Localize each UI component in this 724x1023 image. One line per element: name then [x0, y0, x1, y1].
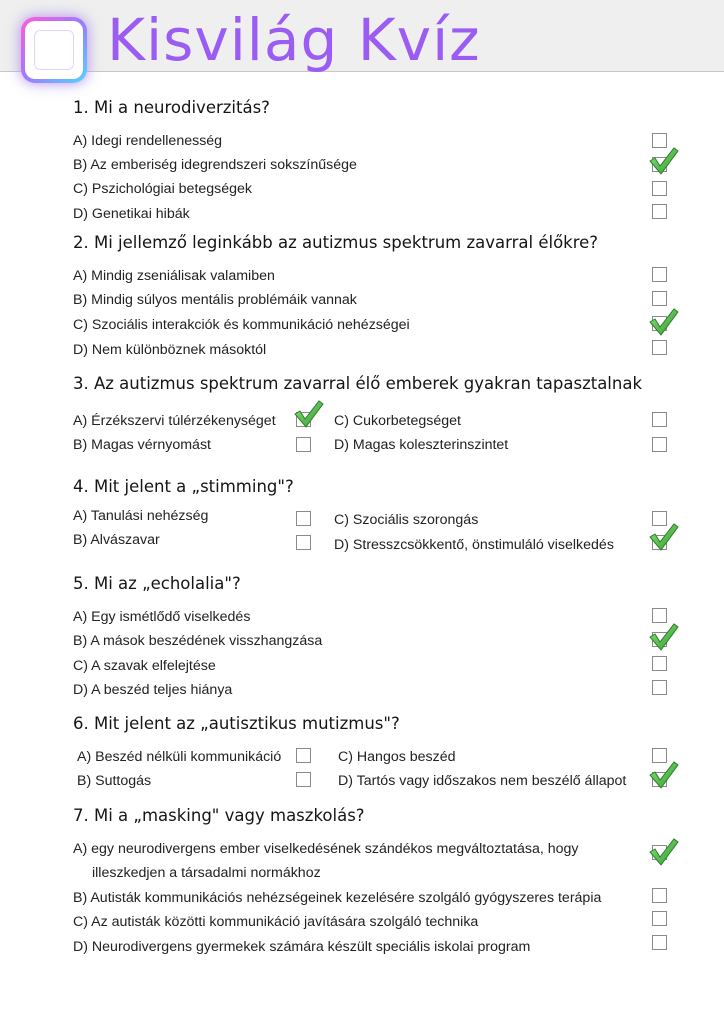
logo-square-icon	[34, 30, 74, 70]
question-5-option-a: A) Egy ismétlődő viselkedés	[73, 609, 251, 625]
question-1-option-d-checkbox[interactable]	[652, 204, 667, 219]
question-6-title: 6. Mit jelent az „autisztikus mutizmus"?	[73, 714, 400, 733]
checkmark-icon	[647, 621, 679, 653]
question-1-option-d: D) Genetikai hibák	[73, 206, 190, 222]
checkmark-icon	[647, 306, 679, 338]
question-7-option-b: B) Autisták kommunikációs nehézségeinek kezelésére szolgáló gyógyszeres terápia	[73, 890, 602, 906]
question-1-option-a: A) Idegi rendellenesség	[73, 133, 223, 149]
checkmark-icon	[647, 145, 679, 177]
question-2-option-d: D) Nem különböznek másoktól	[73, 342, 267, 358]
question-3-option-d-checkbox[interactable]	[652, 437, 667, 452]
question-1-option-c: C) Pszichológiai betegségek	[73, 181, 253, 197]
question-2-option-c: C) Szociális interakciók és kommunikáció nehézségei	[73, 317, 410, 333]
question-6-option-d: D) Tartós vagy időszakos nem beszélő állapot	[338, 773, 627, 789]
question-7-option-b-checkbox[interactable]	[652, 888, 667, 903]
question-1-title: 1. Mi a neurodiverzitás?	[73, 98, 270, 117]
question-3-option-d: D) Magas koleszterinszintet	[334, 437, 509, 453]
question-4-option-a-checkbox[interactable]	[296, 511, 311, 526]
question-7-option-d-checkbox[interactable]	[652, 935, 667, 950]
question-7-option-c-checkbox[interactable]	[652, 911, 667, 926]
question-6-option-a-checkbox[interactable]	[296, 748, 311, 763]
question-2-option-b: B) Mindig súlyos mentális problémáik vannak	[73, 292, 357, 308]
question-3-option-c: C) Cukorbetegséget	[334, 413, 461, 429]
question-7-option-c: C) Az autisták közötti kommunikáció javítására szolgáló technika	[73, 914, 479, 930]
checkmark-icon	[647, 521, 679, 553]
question-2-option-a: A) Mindig zseniálisak valamiben	[73, 268, 275, 284]
question-7-option-d: D) Neurodivergens gyermekek számára készült speciális iskolai program	[73, 939, 531, 955]
question-3-title: 3. Az autizmus spektrum zavarral élő emberek gyakran tapasztalnak	[73, 374, 643, 393]
question-7-option-a: A) egy neurodivergens ember viselkedésének szándékos megváltoztatása, hogy	[73, 841, 579, 857]
question-5-option-b: B) A mások beszédének visszhangzása	[73, 633, 323, 649]
question-4-option-d: D) Stresszcsökkentő, önstimuláló viselkedés	[334, 537, 614, 553]
question-4-option-a: A) Tanulási nehézség	[73, 508, 209, 524]
question-5-option-d-checkbox[interactable]	[652, 680, 667, 695]
question-5-option-c-checkbox[interactable]	[652, 656, 667, 671]
question-2-option-b-checkbox[interactable]	[652, 291, 667, 306]
question-2-option-a-checkbox[interactable]	[652, 267, 667, 282]
page-title: Kisvilág Kvíz	[107, 6, 481, 74]
question-7-option-a-line2: illeszkedjen a társadalmi normákhoz	[92, 865, 321, 881]
question-5-option-d: D) A beszéd teljes hiánya	[73, 682, 233, 698]
checkmark-icon	[647, 759, 679, 791]
checkmark-icon	[292, 398, 324, 430]
checkmark-icon	[647, 836, 679, 868]
question-4-title: 4. Mit jelent a „stimming"?	[73, 477, 294, 496]
question-7-title: 7. Mi a „masking" vagy maszkolás?	[73, 806, 365, 825]
question-3-option-a: A) Érzékszervi túlérzékenységet	[73, 413, 276, 429]
question-2-option-d-checkbox[interactable]	[652, 340, 667, 355]
question-1-option-b: B) Az emberiség idegrendszeri sokszínűsége	[73, 157, 357, 173]
question-6-option-b-checkbox[interactable]	[296, 772, 311, 787]
question-2-title: 2. Mi jellemző leginkább az autizmus spektrum zavarral élőkre?	[73, 233, 599, 252]
question-3-option-c-checkbox[interactable]	[652, 412, 667, 427]
question-5-title: 5. Mi az „echolalia"?	[73, 574, 241, 593]
question-6-option-c: C) Hangos beszéd	[338, 749, 456, 765]
question-4-option-c: C) Szociális szorongás	[334, 512, 479, 528]
question-3-option-b-checkbox[interactable]	[296, 437, 311, 452]
question-6-option-b: B) Suttogás	[77, 773, 152, 789]
question-4-option-b: B) Alvászavar	[73, 532, 160, 548]
question-3-option-b: B) Magas vérnyomást	[73, 437, 211, 453]
app-logo	[21, 17, 87, 83]
question-5-option-c: C) A szavak elfelejtése	[73, 658, 216, 674]
question-1-option-c-checkbox[interactable]	[652, 181, 667, 196]
question-6-option-a: A) Beszéd nélküli kommunikáció	[77, 749, 282, 765]
question-4-option-b-checkbox[interactable]	[296, 535, 311, 550]
